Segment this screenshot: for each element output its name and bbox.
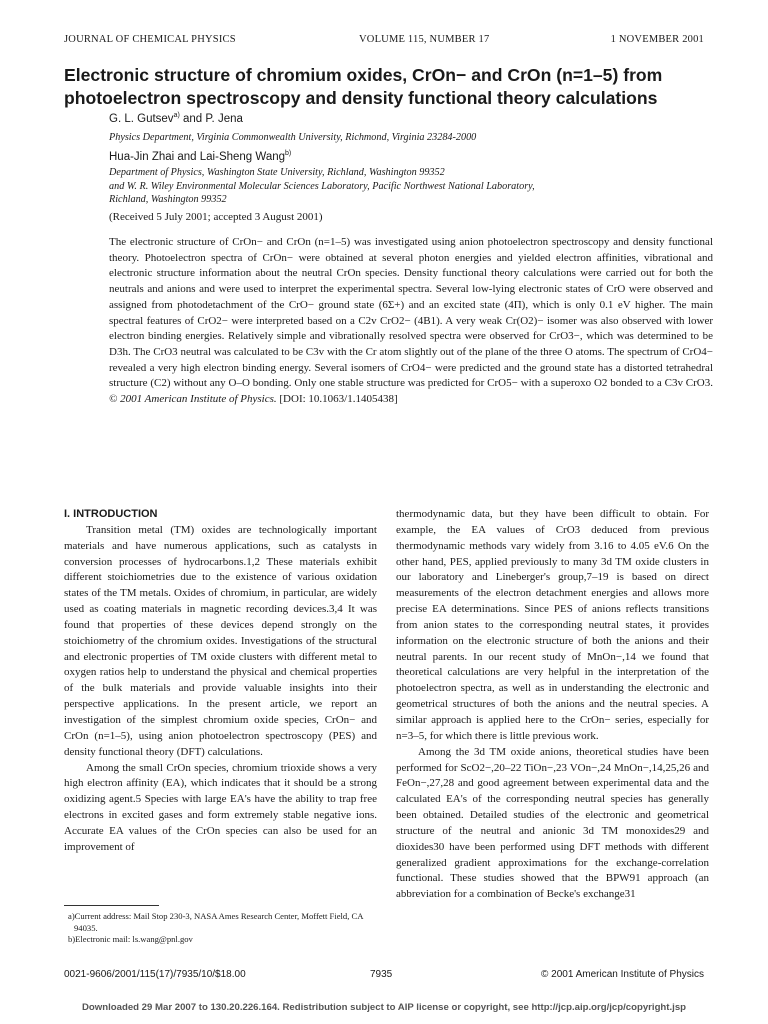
author-footnote-mark-b: b) [285, 150, 292, 158]
volume-number: VOLUME 115, NUMBER 17 [359, 34, 490, 45]
abstract [109, 235, 713, 408]
download-notice: Downloaded 29 Mar 2007 to 130.20.226.164. Redistribution subject to AIP license or copyright, see http://jcp.aip.org/jcp/copyright.jsp [81, 1002, 687, 1013]
footnote-rule [64, 905, 159, 906]
author-name-1: G. L. Gutsev [109, 113, 174, 125]
footnote-a: a)Current address: Mail Stop 230-3, NASA Ames Research Center, Moffett Field, CA 94035. [68, 911, 363, 933]
affiliation-2-line-3: Richland, Washington 99352 [109, 194, 227, 205]
doi: [DOI: 10.1063/1.1405438] [279, 393, 398, 406]
right-paragraph-2: Among the 3d TM oxide anions, theoretical studies have been performed for ScO2−,20–22 TiOn−,23 VOn−,24 MnOn−,14,25,26 and FeOn−,27,28 and good agreement between experimental data and the calculated EA's of the corresponding neutral species has generally been obtained. Detailed studies of the electronic and geometrical structure of the neutral and anionic 3d TM monoxides29 and dioxides30 have been performed using DFT methods with different generalized gradient approximations for the exchange-correlation functional. These studies showed that the BPW91 approach (an abbreviation for a combination of Becke's exchange31 [396, 745, 709, 901]
intro-paragraph-1: Transition metal (TM) oxides are technologically important materials and have numerous applications, such as catalysts in conversion processes of hydrocarbons.1,2 These materials exhibit different stoichiometries due to the existence of various oxidation states of the TM metals. Oxides of chromium, in particular, are widely used as coating materials in magnetic recording devices.3,4 It was found that properties of these devices depend strongly on the stoichiometry of the chromium oxides. Investigations of the structural and electronic properties of TM oxide clusters with different metal to oxygen ratios help to understand the physical and chemical properties of the bulk materials and provide valuable insights into their perspective applications. In the present article, we report an investigation of the simplest chromium oxide species, CrOn− and CrOn (n=1–5), using anion photoelectron spectroscopy (PES) and density functional theory (DFT) calculations. [64, 523, 377, 758]
title-line-2: photoelectron spectroscopy and density functional theory calculations [64, 88, 658, 108]
footnotes [64, 911, 377, 946]
received-dates: (Received 5 July 2001; accepted 3 August 2001) [109, 211, 323, 223]
right-paragraph-1: thermodynamic data, but they have been difficult to obtain. For example, the EA values of CrO3 deduced from previous thermodynamic methods vary widely from 3.16 to 4.05 eV.6 On the other hand, PES, applied previously to many 3d TM oxide clusters in our laboratory and Lineberger's group,7–19 is based on direct measurements of the electron detachment energies and allows more precise EA determinations. Since PES of anions reflects transitions from anion states to the corresponding neutral states, it provides information on the electronic structure of both the anions and their neutral parents. In our recent study of MnOn−,14 we found that theoretical calculations are very helpful in the interpretation of the photoelectron spectra, as well as in understanding the electronic and geometrical structures of both the anions and the neutral species. A similar approach is applied here to the CrOn− series, especially for n=3–5, for which there is little previous work. [396, 508, 709, 742]
abstract-text: The electronic structure of CrOn− and CrOn (n=1–5) was investigated using anion photoelectron spectroscopy and density functional theory. Photoelectron spectra of CrOn− were obtained at several photon energies and yielded electron affinities, vibrational and electronic structure information about the neutral CrOn species. Density functional theory calculations were carried out for both the neutrals and anions and were used to interpret the experimental spectra. Several low-lying electronic states of CrO were observed and assigned from photodetachment of the CrO− ground state (6Σ+) and an excited state (4Π), which is only 0.1 eV higher. The main spectral features of CrO2− were interpreted based on a C2v CrO2− (4B1). A very weak Cr(O2)− isomer was also observed with lower electron binding energies. Relatively simple and vibrationally resolved spectra were observed for CrO3−, which was determined to be D3h. The CrO3 neutral was calculated to be C3v with the Cr atom slightly out of the plane of the three O atoms. The spectrum of CrO4− revealed a very high electron binding energy. Several isomers of CrO4− were predicted and the ground state has a distorted tetrahedral structure (C2) without any O–O bonding. Only one stable structure was predicted for CrO5− with a superoxo O2 bonded to a C3v CrO3. [109, 236, 713, 390]
page-number: 7935 [370, 969, 393, 980]
author-names-3: Hua-Jin Zhai and Lai-Sheng Wang [109, 151, 286, 163]
author-name-2: and P. Jena [179, 113, 243, 125]
journal-name: JOURNAL OF CHEMICAL PHYSICS [64, 34, 236, 45]
author-footnote-mark-a: a) [173, 112, 180, 120]
section-title: I. INTRODUCTION [64, 508, 158, 520]
affiliation-2 [109, 166, 709, 207]
intro-paragraph-2: Among the small CrOn species, chromium trioxide shows a very high electron affinity (EA), which indicates that it should be a strong oxidizing agent.5 Species with large EA's have the ability to trap free electrons in excited gases and form extremely stable negative ions. Accurate EA values of the CrOn species can also be used for an improvement of [64, 761, 377, 853]
footnote-b: b)Electronic mail: ls.wang@pnl.gov [68, 934, 193, 945]
affiliation-1: Physics Department, Virginia Commonwealth University, Richmond, Virginia 23284-2000 [109, 132, 477, 143]
article-title [64, 64, 714, 110]
title-line-1: Electronic structure of chromium oxides, CrOn− and CrOn (n=1–5) from [64, 65, 663, 85]
author-group-1 [109, 113, 243, 125]
footer-copyright: © 2001 American Institute of Physics [540, 969, 704, 980]
affiliation-2-line-1: Department of Physics, Washington State University, Richland, Washington 99352 [109, 167, 445, 178]
column-right [396, 507, 709, 903]
column-left [64, 507, 377, 856]
footer-issn: 0021-9606/2001/115(17)/7935/10/$18.00 [64, 969, 246, 980]
abstract-copyright: © 2001 American Institute of Physics. [109, 393, 277, 406]
issue-date: 1 NOVEMBER 2001 [610, 34, 704, 45]
affiliation-2-line-2: and W. R. Wiley Environmental Molecular Sciences Laboratory, Pacific Northwest National Laboratory, [109, 180, 535, 192]
author-group-2 [109, 151, 291, 163]
